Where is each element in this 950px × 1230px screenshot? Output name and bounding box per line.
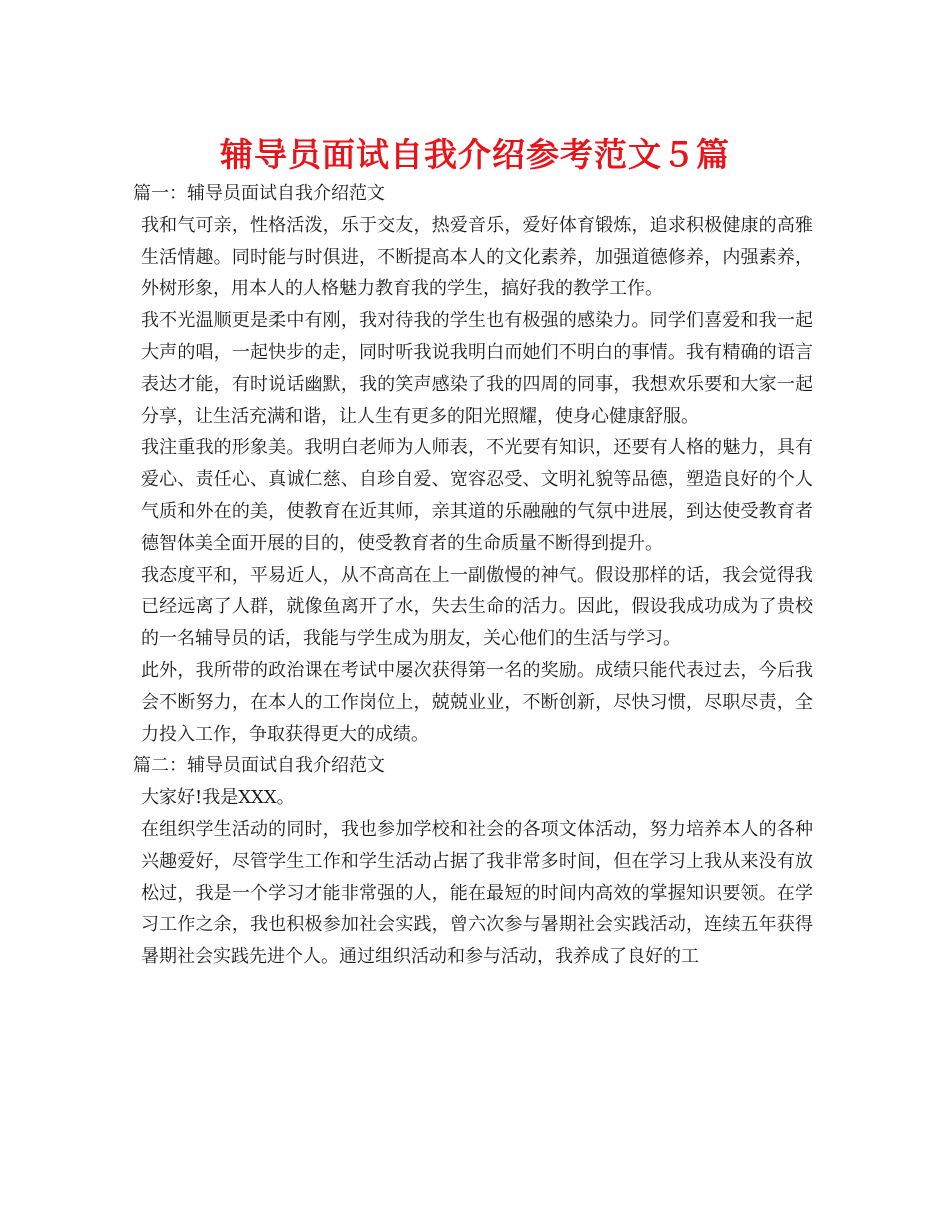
paragraph: 我不光温顺更是柔中有刚，我对待我的学生也有极强的感染力。同学们喜爱和我一起大声的唱，一起快步的走，同时听我说我明白而她们不明白的事情。我有精确的语言表达才能，有时说话幽默，我的笑声感染了我的四周的同事，我想欢乐要和大家一起分享，让生活充满和谐，让人生有更多的阳光照耀，使身心健康舒服。	[141, 310, 813, 427]
paragraph: 我注重我的形象美。我明白老师为人师表，不光要有知识，还要有人格的魅力，具有爱心、责任心、真诚仁慈、自珍自爱、宽容忍受、文明礼貌等品德，塑造良好的个人气质和外在的美，使教育在近其师，亲其道的乐融融的气氛中进展，到达使受教育者德智体美全面开展的目的，使受教育者的生命质量不断得到提升。	[141, 437, 813, 554]
paragraph: 我和气可亲，性格活泼，乐于交友，热爱音乐，爱好体育锻炼，追求积极健康的高雅生活情趣。同时能与时俱进，不断提高本人的文化素养，加强道德修养，内强素养，外树形象，用本人的人格魅力教育我的学生，搞好我的教学工作。	[141, 214, 813, 300]
paragraph: 我态度平和，平易近人，从不高高在上一副傲慢的神气。假设那样的话，我会觉得我已经远离了人群，就像鱼离开了水，失去生命的活力。因此，假设我成功成为了贵校的一名辅导员的话，我能与学生成为朋友，关心他们的生活与学习。	[141, 564, 813, 650]
section-heading-1: 篇一：辅导员面试自我介绍范文	[133, 183, 385, 204]
paragraph: 在组织学生活动的同时，我也参加学校和社会的各项文体活动，努力培养本人的各种兴趣爱好，尽管学生工作和学生活动占据了我非常多时间，但在学习上我从来没有放松过，我是一个学习才能非常强的人，能在最短的时间内高效的掌握知识要领。在学习工作之余，我也积极参加社会实践，曾六次参与暑期社会实践活动，连续五年获得暑期社会实践先进个人。通过组织活动和参与活动，我养成了良好的工	[141, 818, 813, 968]
greeting-paragraph: 大家好!我是XXX。	[141, 787, 295, 809]
paragraph: 此外，我所带的政治课在考试中屡次获得第一名的奖励。成绩只能代表过去，今后我会不断努力，在本人的工作岗位上，兢兢业业，不断创新，尽快习惯，尽职尽责，全力投入工作，争取获得更大的成绩。	[141, 659, 813, 745]
document-title: 辅导员面试自我介绍参考范文５篇	[220, 135, 730, 174]
document-body	[133, 178, 813, 973]
section-heading-2: 篇二：辅导员面试自我介绍范文	[133, 755, 385, 777]
